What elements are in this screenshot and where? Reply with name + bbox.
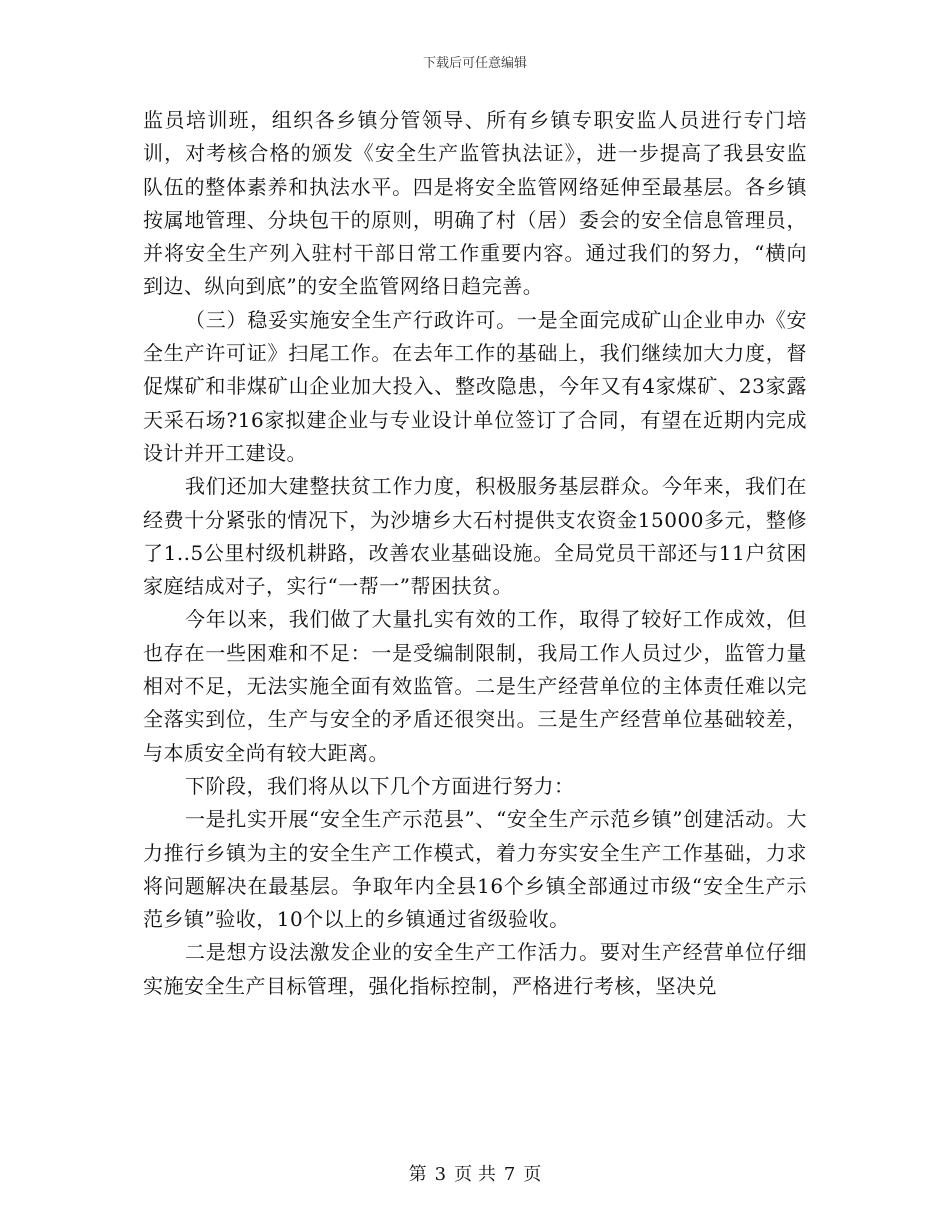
paragraph-7: 二是想方设法激发企业的安全生产工作活力。要对生产经营单位仔细实施安全生产目标管理，强化指标控制，严格进行考核，坚决兑 [143, 940, 807, 998]
paragraph-6: 一是扎实开展“安全生产示范县”、“安全生产示范乡镇”创建活动。大力推行乡镇为主的安全生产工作模式，着力夯实安全生产工作基础，力求将问题解决在最基层。争取年内全县16个乡镇全部通过市级“安全生产示范乡镇”验收，10个以上的乡镇通过省级验收。 [143, 807, 807, 932]
paragraph-2: （三）稳妥实施安全生产行政许可。一是全面完成矿山企业申办《安全生产许可证》扫尾工作。在去年工作的基础上，我们继续加大力度，督促煤矿和非煤矿山企业加大投入、整改隐患，今年又有4家煤矿、23家露天采石场?16家拟建企业与专业设计单位签订了合同，有望在近期内完成设计并开工建设。 [143, 307, 807, 465]
paragraph-5: 下阶段，我们将从以下几个方面进行努力： [185, 773, 575, 798]
footer-total-pages: 7 [503, 1164, 516, 1185]
paragraph-4: 今年以来，我们做了大量扎实有效的工作，取得了较好工作成效，但也存在一些困难和不足：一是受编制限制，我局工作人员过少，监管力量相对不足，无法实施全面有效监管。二是生产经营单位的主体责任难以完全落实到位，生产与安全的矛盾还很突出。三是生产经营单位基础较差，与本质安全尚有较大距离。 [143, 607, 807, 765]
footer-page-number: 3 [434, 1164, 447, 1185]
page-footer [0, 1160, 950, 1186]
document-body [143, 104, 807, 1003]
footer-prefix: 第 [408, 1164, 427, 1185]
paragraph-1: 监员培训班，组织各乡镇分管领导、所有乡镇专职安监人员进行专门培训，对考核合格的颁发《安全生产监管执法证》，进一步提高了我县安监队伍的整体素养和执法水平。四是将安全监管网络延伸至最基层。各乡镇按属地管理、分块包干的原则，明确了村（居）委会的安全信息管理员，并将安全生产列入驻村干部日常工作重要内容。通过我们的努力，“横向到边、纵向到底”的安全监管网络日趋完善。 [143, 108, 807, 299]
page-header-note: 下载后可任意编辑 [422, 56, 527, 71]
footer-suffix: 页 [523, 1164, 542, 1185]
footer-middle: 页 共 [454, 1164, 496, 1185]
paragraph-3: 我们还加大建整扶贫工作力度，积极服务基层群众。今年来，我们在经费十分紧张的情况下，为沙塘乡大石村提供支农资金15000多元，整修了1..5公里村级机耕路，改善农业基础设施。全局党员干部还与11户贫困家庭结成对子，实行“一帮一”帮困扶贫。 [143, 474, 807, 599]
